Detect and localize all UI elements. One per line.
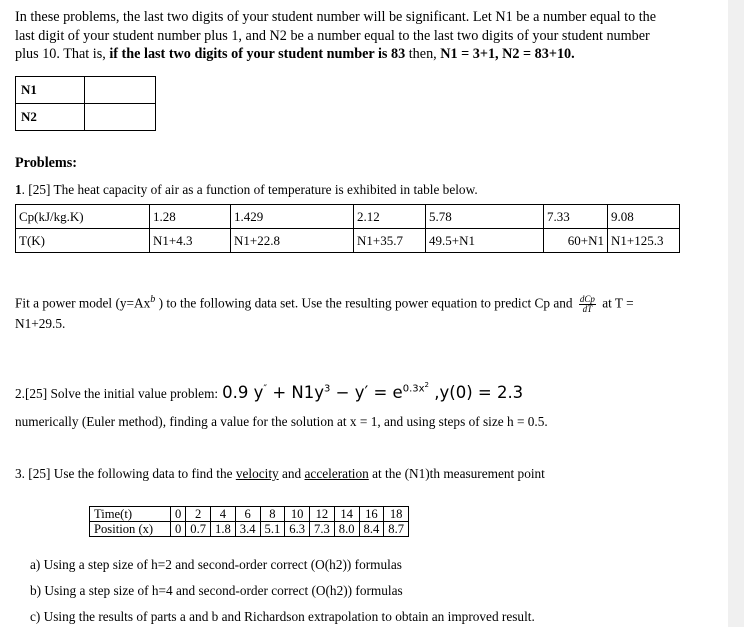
table-cell: 0.7 bbox=[186, 522, 211, 537]
table-cell: 8 bbox=[260, 507, 285, 522]
time-position-table bbox=[89, 506, 409, 537]
table-cell: 7.3 bbox=[310, 522, 335, 537]
time-label: Time(t) bbox=[90, 507, 171, 522]
table-cell: 60+N1 bbox=[544, 229, 608, 253]
position-label: Position (x) bbox=[90, 522, 171, 537]
table-cell: 5.1 bbox=[260, 522, 285, 537]
table-cell: 12 bbox=[310, 507, 335, 522]
table-cell: 3.4 bbox=[235, 522, 260, 537]
fit-exponent: b bbox=[150, 294, 156, 305]
fit-text-b: ) to the following data set. Use the resulting power equation to predict Cp and bbox=[155, 295, 576, 311]
table-row bbox=[16, 229, 680, 253]
intro-text: In these problems, the last two digits of your student number will be significant. Let N1 be a number equal to the last digit of your student number plus 1, and N2 be a number equal to the last two digits of your student number plus 10. That is, bbox=[15, 9, 657, 63]
question-b: b) Using a step size of h=4 and second-order correct (O(h2)) formulas bbox=[30, 583, 403, 598]
intro-text-2: then, bbox=[405, 46, 441, 63]
table-cell: 9.08 bbox=[608, 205, 680, 229]
table-cell: 0 bbox=[171, 522, 186, 537]
eq-part-a: 0.9 y bbox=[222, 383, 264, 402]
p3-text-b: and bbox=[278, 466, 305, 481]
intro-bold-condition: if the last two digits of your student number is 83 bbox=[109, 46, 406, 63]
p3-text-a: 3. [25] Use the following data to find the bbox=[15, 466, 236, 481]
table-row bbox=[90, 507, 409, 522]
p3-text-c: at the (N1)th measurement point bbox=[368, 466, 545, 481]
n-values-table bbox=[15, 76, 156, 131]
question-a: a) Using a step size of h=2 and second-order correct (O(h2)) formulas bbox=[30, 557, 402, 572]
table-cell: 49.5+N1 bbox=[426, 229, 544, 253]
problem1-text bbox=[15, 181, 478, 198]
table-cell: 1.8 bbox=[211, 522, 236, 537]
table-cell: 8.0 bbox=[334, 522, 359, 537]
velocity-word: velocity bbox=[235, 466, 279, 481]
table-cell: 10 bbox=[285, 507, 310, 522]
table-cell: T(K) bbox=[16, 229, 150, 253]
table-cell: 6.3 bbox=[285, 522, 310, 537]
table-cell: 2 bbox=[186, 507, 211, 522]
table-cell: 4 bbox=[211, 507, 236, 522]
eq-part-d: ,y(0) = 2.3 bbox=[429, 383, 524, 402]
problem1-fit-instruction bbox=[15, 290, 705, 334]
problem2-label: 2.[25] Solve the initial value problem: bbox=[15, 386, 219, 401]
problem1-statement: . [25] The heat capacity of air as a function of temperature is exhibited in table below. bbox=[21, 182, 478, 197]
table-cell: 2.12 bbox=[354, 205, 426, 229]
problems-heading: Problems: bbox=[15, 155, 77, 171]
problem2-line2: numerically (Euler method), finding a value for the solution at x = 1, and using steps of size h = 0.5. bbox=[15, 414, 548, 429]
intro-bold-example: N1 = 3+1, N2 = 83+10. bbox=[440, 46, 575, 63]
eq-part-b: + N1y bbox=[267, 383, 325, 402]
table-cell: 14 bbox=[334, 507, 359, 522]
eq-exponent: 0.3x bbox=[402, 383, 425, 395]
table-cell: N1+125.3 bbox=[608, 229, 680, 253]
table-cell: 1.429 bbox=[231, 205, 354, 229]
fit-text-a: Fit a power model (y=Ax bbox=[15, 295, 151, 311]
table-cell: 7.33 bbox=[544, 205, 608, 229]
table-row bbox=[16, 77, 156, 104]
table-cell: 6 bbox=[235, 507, 260, 522]
table-cell: 0 bbox=[171, 507, 186, 522]
question-c: c) Using the results of parts a and b and Richardson extrapolation to obtain an improved result. bbox=[30, 609, 535, 624]
problem1-number: 1 bbox=[15, 182, 22, 197]
table-row bbox=[16, 205, 680, 229]
dcp-dt-fraction bbox=[579, 295, 596, 314]
acceleration-word: acceleration bbox=[304, 466, 369, 481]
n2-label: N2 bbox=[16, 104, 85, 131]
fraction-denominator: dT bbox=[582, 303, 593, 314]
scrollbar[interactable] bbox=[728, 0, 744, 627]
problem2-equation-line bbox=[15, 380, 524, 403]
table-cell: 8.4 bbox=[359, 522, 384, 537]
table-cell: 8.7 bbox=[384, 522, 409, 537]
table-cell: 18 bbox=[384, 507, 409, 522]
table-row bbox=[90, 522, 409, 537]
table-cell: 5.78 bbox=[426, 205, 544, 229]
heat-capacity-table bbox=[15, 204, 680, 253]
n2-value-cell[interactable] bbox=[85, 104, 156, 131]
problem3-text bbox=[15, 465, 545, 482]
ivp-equation: 0.9 $y'' + N1y^3 - y' = e^{0.3x2}$ ,y(0) = 2.3 bbox=[222, 380, 524, 402]
table-cell: 1.28 bbox=[150, 205, 231, 229]
table-cell: N1+22.8 bbox=[231, 229, 354, 253]
table-cell: Cp(kJ/kg.K) bbox=[16, 205, 150, 229]
table-cell: 16 bbox=[359, 507, 384, 522]
fit-text-c: at T = bbox=[598, 295, 634, 311]
table-cell: N1+35.7 bbox=[354, 229, 426, 253]
table-row bbox=[16, 104, 156, 131]
fraction-numerator: dCp bbox=[579, 293, 595, 304]
intro-paragraph bbox=[15, 8, 673, 64]
table-cell: N1+4.3 bbox=[150, 229, 231, 253]
n1-value-cell[interactable] bbox=[85, 77, 156, 104]
n1-label: N1 bbox=[16, 77, 85, 104]
fit-text-d: N1+29.5. bbox=[15, 315, 66, 331]
eq-part-c: − y′ = e bbox=[330, 383, 403, 402]
